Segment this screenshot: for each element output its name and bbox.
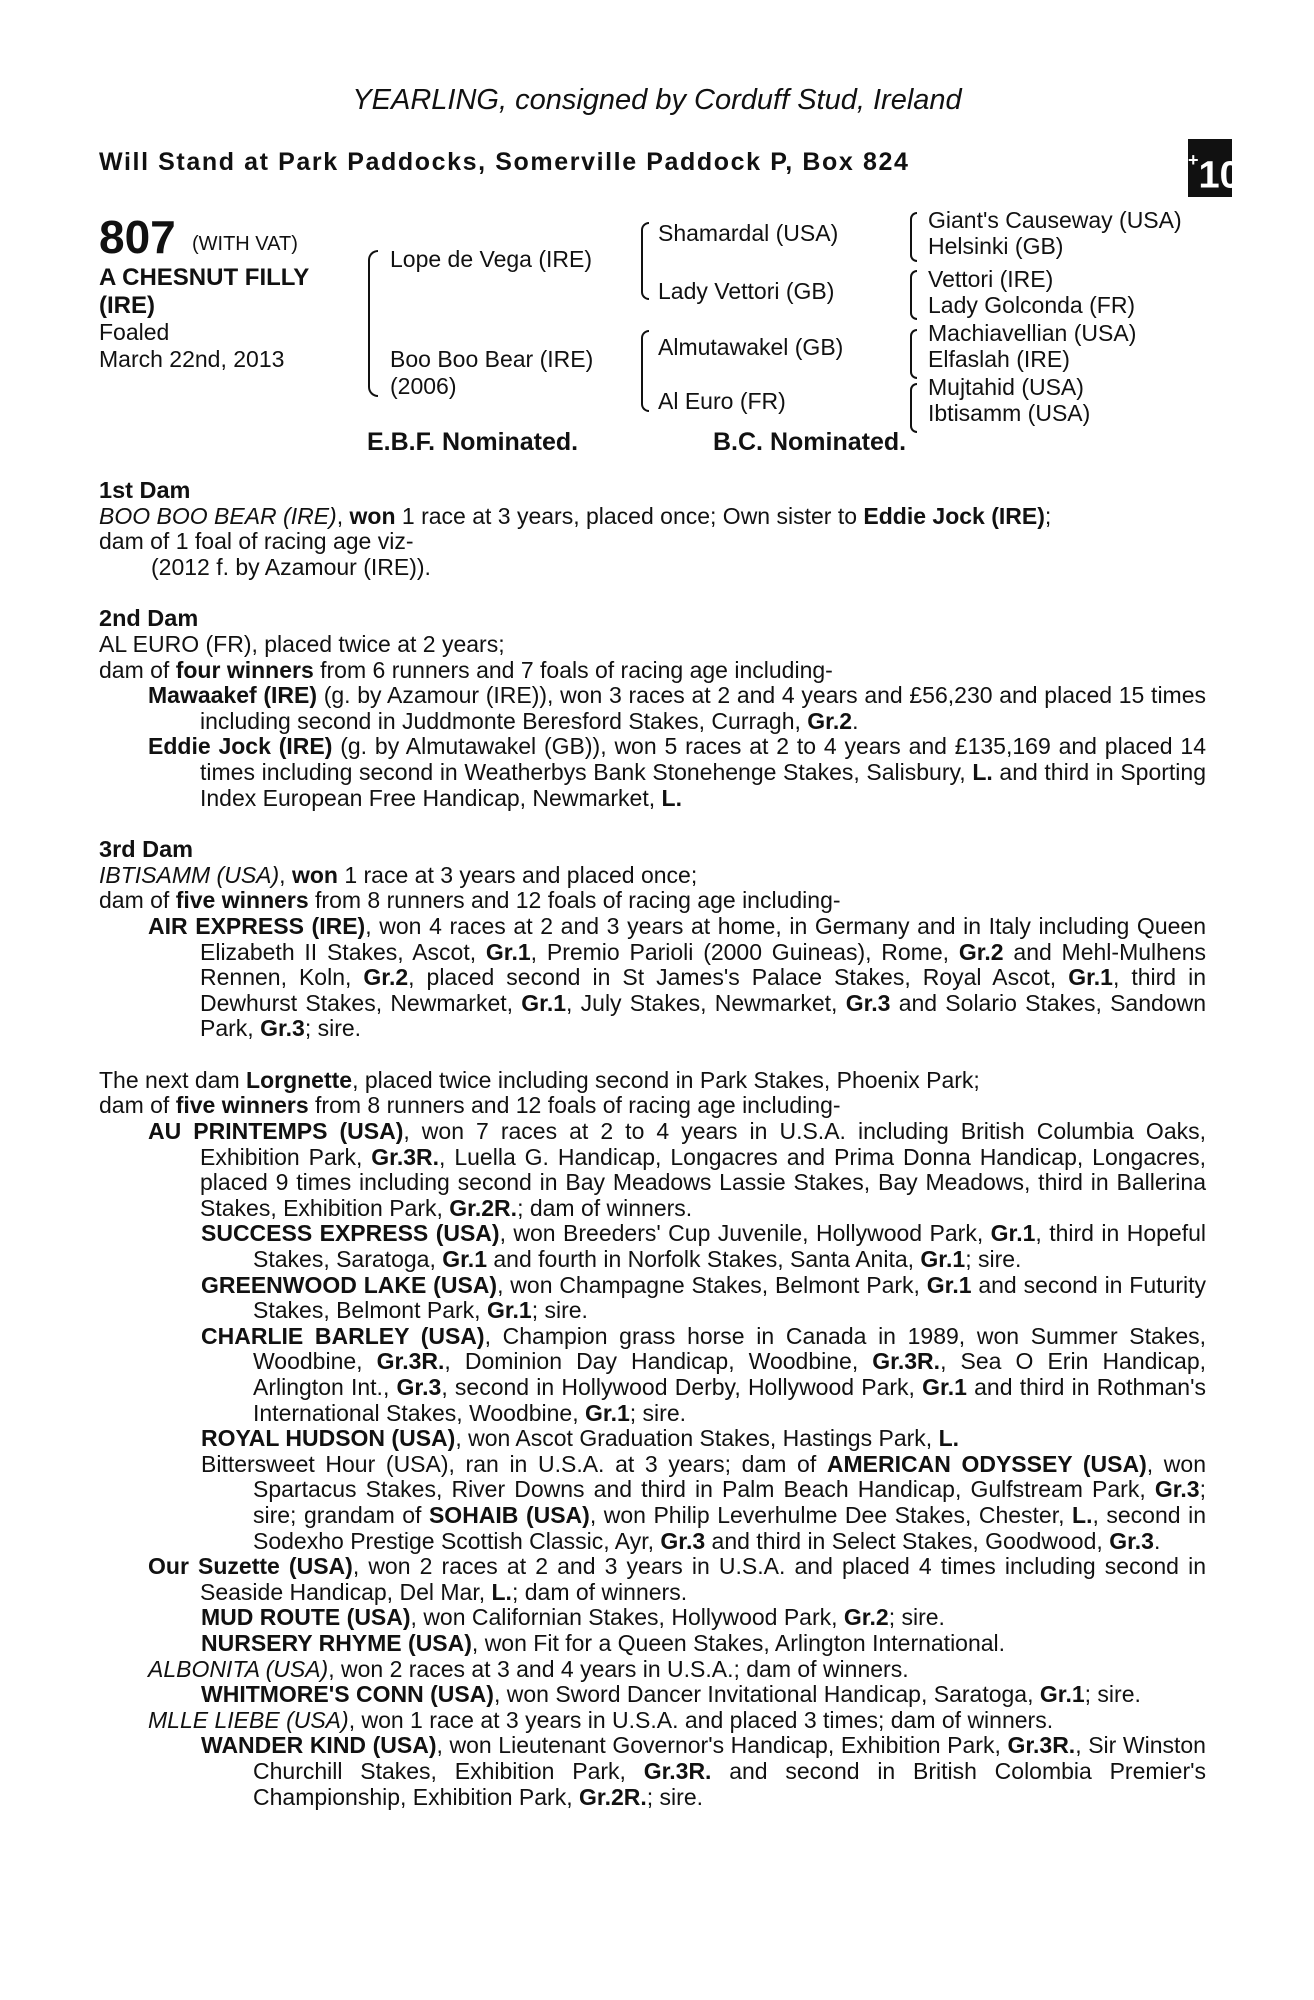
text: ; sire. [531, 1297, 588, 1324]
brace-g3 [910, 329, 917, 379]
ped-sire-dam: Lady Vettori (GB) [658, 278, 835, 304]
text: from 8 runners and 12 foals of racing age including- [308, 887, 841, 914]
dam3-line1: IBTISAMM (USA), won 1 race at 3 years and placed once; [99, 861, 698, 888]
horse-name: WHITMORE'S CONN (USA) [201, 1681, 494, 1708]
text: , won 1 race at 3 years in U.S.A. and placed 3 times; dam of winners. [348, 1706, 1054, 1733]
text: , third in Hopeful Stakes, Saratoga, [253, 1220, 1206, 1273]
next-line1 [99, 1068, 1206, 1094]
progeny-entry [99, 1426, 1206, 1452]
text: , won Fit for a Queen Stakes, Arlington International. [471, 1629, 1006, 1656]
text: from 6 runners and 7 foals of racing age including- [313, 656, 833, 683]
horse-name: Eddie Jock (IRE) [863, 502, 1045, 529]
text: , Sea O Erin Handicap, Arlington Int., [253, 1348, 1207, 1400]
text: ; sire. [965, 1246, 1022, 1273]
ped-g7: Mujtahid (USA) [928, 374, 1084, 400]
grade: Gr.1 [521, 989, 567, 1016]
text: ; sire. [629, 1399, 687, 1426]
foaled-date: March 22nd, 2013 [99, 346, 285, 372]
ped-dam-sire: Almutawakel (GB) [658, 334, 844, 360]
section-heading: 1st Dam [99, 477, 191, 503]
brace-g4 [910, 383, 917, 433]
grade: Gr.1 [485, 938, 531, 965]
grade: Gr.3R. [376, 1348, 445, 1375]
text: , Premio Parioli (2000 Guineas), Rome, [530, 938, 959, 965]
horse-name: MUD ROUTE (USA) [201, 1604, 411, 1631]
text: , Champion grass horse in Canada in 1989, won Summer Stakes, Woodbine, [253, 1322, 1206, 1375]
grade: Gr.1 [486, 1297, 532, 1324]
text: , won 4 races at 2 and 3 years at home, in Germany and in Italy including Queen Elizabeth II Stakes, Ascot, [200, 912, 1206, 965]
text: dam of [99, 887, 176, 914]
text: dam of [99, 1092, 176, 1119]
grade: Gr.2 [843, 1604, 889, 1631]
grade: L. [661, 784, 682, 811]
consignor-line: YEARLING, consigned by Corduff Stud, Ireland [352, 84, 962, 116]
progeny-entry [99, 1605, 1206, 1631]
foaled-label: Foaled [99, 319, 170, 345]
won-label: won [349, 502, 396, 529]
horse-name: NURSERY RHYME (USA) [201, 1629, 472, 1656]
horse-name: AU PRINTEMPS (USA) [148, 1118, 404, 1145]
ebf-nominated: E.B.F. Nominated. [367, 428, 579, 456]
horse-name: GREENWOOD LAKE (USA) [201, 1271, 498, 1298]
grade: Gr.1 [990, 1220, 1036, 1247]
text: , second in Hollywood Derby, Hollywood Park, [441, 1374, 923, 1400]
grade: Gr.3R. [872, 1348, 941, 1375]
progeny-entry [99, 1733, 1206, 1810]
grade: Gr.1 [1068, 964, 1113, 991]
vat-note: (WITH VAT) [192, 233, 298, 255]
text: , placed second in St James's Palace Stakes, Royal Ascot, [408, 964, 1069, 991]
section-heading: 2nd Dam [99, 605, 199, 632]
horse-name: ROYAL HUDSON (USA) [201, 1425, 456, 1452]
section-heading: 3rd Dam [99, 836, 194, 863]
dam1-foal: (2012 f. by Azamour (IRE)). [151, 553, 431, 580]
ped-sire-sire: Shamardal (USA) [658, 220, 839, 246]
text: dam of [99, 656, 176, 683]
grade: Gr.2R. [579, 1783, 647, 1810]
stand-location: Will Stand at Park Paddocks, Somerville Paddock P, Box 824 [99, 148, 910, 176]
text: , Dominion Day Handicap, Woodbine, [444, 1348, 873, 1375]
winners-count: five winners [175, 887, 309, 914]
text: , won Lieutenant Governor's Handicap, Exhibition Park, [436, 1732, 1008, 1759]
text: , placed twice including second in Park Stakes, Phoenix Park; [352, 1066, 980, 1093]
grade: Gr.2 [363, 964, 409, 991]
dam1-line2: dam of 1 foal of racing age viz- [99, 528, 414, 555]
text: . [1153, 1527, 1161, 1554]
text: The next dam [99, 1066, 247, 1093]
won-label: won [291, 861, 338, 888]
text: , third in Dewhurst Stakes, Newmarket, [200, 964, 1206, 1016]
text: and Solario Stakes, Sandown Park, [200, 989, 1206, 1042]
winners-count: five winners [175, 1092, 309, 1119]
grade: Gr.2 [958, 938, 1004, 965]
text: and third in Sporting Index European Free Handicap, Newmarket, [200, 758, 1206, 811]
dam-name: BOO BOO BEAR (IRE) [99, 502, 337, 529]
horse-name: CHARLIE BARLEY (USA) [201, 1322, 485, 1349]
grade: Gr.3 [260, 1015, 305, 1042]
text: (g. by Azamour (IRE)), won 3 races at 2 and 4 years and £56,230 and placed 15 times including second in Juddmonte Beresford Stakes, Curragh, [200, 682, 1207, 734]
dam-name: IBTISAMM (USA) [99, 861, 280, 888]
text: , second in Sodexho Prestige Scottish Classic, Ayr, [253, 1501, 1206, 1554]
text: , won Sword Dancer Invitational Handicap, Saratoga, [493, 1681, 1040, 1708]
brace-sire-dam [368, 250, 378, 397]
foaled-info [99, 319, 359, 373]
horse-name: Our Suzette (USA) [148, 1553, 353, 1580]
horse-name: AIR EXPRESS (IRE) [148, 912, 366, 939]
dam3-line2 [99, 888, 1206, 914]
horse-name: AMERICAN ODYSSEY (USA) [826, 1450, 1147, 1477]
ped-g6: Elfaslah (IRE) [928, 346, 1070, 372]
text: and third in Rothman's International Stakes, Woodbine, [253, 1374, 1206, 1426]
ped-g4: Lady Golconda (FR) [928, 292, 1136, 318]
ped-g1: Giant's Causeway (USA) [928, 207, 1182, 233]
ped-dam: Boo Boo Bear (IRE) [390, 346, 594, 372]
brace-g1 [910, 212, 917, 262]
progeny-entry [99, 1631, 1206, 1657]
ped-g2: Helsinki (GB) [928, 233, 1064, 259]
grade: Gr.2 [807, 707, 853, 734]
horse-name: WANDER KIND (USA) [201, 1732, 437, 1759]
grade: Gr.3 [1154, 1476, 1200, 1503]
section-3rd-dam [99, 837, 1206, 1042]
horse-name: Eddie Jock (IRE) [148, 733, 333, 760]
section-next-dam [99, 1068, 1206, 1810]
grade: Gr.1 [1039, 1681, 1085, 1708]
grade: Gr.1 [922, 1374, 967, 1400]
text: ; sire; grandam of [253, 1476, 1206, 1528]
text: , won Champagne Stakes, Belmont Park, [497, 1271, 927, 1298]
bc-nominated: B.C. Nominated. [713, 428, 907, 456]
grade: Gr.1 [442, 1246, 487, 1273]
grade: L. [1072, 1501, 1093, 1528]
text: ; sire. [888, 1604, 945, 1631]
text: , won 2 races at 2 and 3 years in U.S.A. and placed 4 times including second in Seaside Handicap, Del Mar, [200, 1553, 1206, 1605]
lot-badge [1188, 139, 1241, 197]
text: , won Philip Leverhulme Dee Stakes, Chester, [589, 1501, 1073, 1528]
dam2-line1: AL EURO (FR), placed twice at 2 years; [99, 630, 505, 657]
progeny-entry [99, 1324, 1206, 1426]
badge-plus: + [1188, 150, 1199, 170]
dam-name: ALBONITA (USA) [148, 1655, 329, 1682]
text: , won Spartacus Stakes, River Downs and third in Palm Beach Handicap, Gulfstream Park, [253, 1450, 1206, 1503]
text: ; sire. [304, 1015, 362, 1042]
text: and third in Select Stakes, Goodwood, [705, 1527, 1110, 1554]
next-line2 [99, 1093, 1206, 1119]
grade: Gr.1 [926, 1271, 972, 1298]
progeny-entry [99, 1554, 1206, 1605]
badge-number: 10 [1198, 154, 1241, 197]
ped-sire: Lope de Vega (IRE) [390, 246, 593, 272]
grade: Gr.3 [845, 989, 891, 1016]
progeny-entry [99, 1708, 1206, 1734]
text: Bittersweet Hour (USA), ran in U.S.A. at 3 years; dam of [201, 1450, 827, 1477]
grade: Gr.1 [920, 1246, 966, 1273]
brace-dam-parents [641, 330, 649, 412]
text: ; dam of winners. [517, 1194, 693, 1221]
section-2nd-dam [99, 606, 1206, 811]
ped-g5: Machiavellian (USA) [928, 320, 1137, 346]
progeny-entry [99, 1452, 1206, 1554]
text: , won Breeders' Cup Juvenile, Hollywood Park, [499, 1220, 991, 1247]
dam1-line: BOO BOO BEAR (IRE), won 1 race at 3 years, placed once; Own sister to Eddie Jock (IRE); [99, 502, 1052, 529]
text: , Sir Winston Churchill Stakes, Exhibition Park, [253, 1732, 1206, 1784]
grade: L. [972, 758, 993, 785]
text: and second in British Colombia Premier's Championship, Exhibition Park, [253, 1757, 1206, 1810]
text: , won 7 races at 2 to 4 years in U.S.A. including British Columbia Oaks, Exhibition Park, [200, 1118, 1206, 1170]
text: ; sire. [1084, 1681, 1141, 1708]
progeny-entry [99, 914, 1206, 1042]
progeny-entry [99, 1221, 1206, 1272]
text: , won Ascot Graduation Stakes, Hastings Park, [455, 1425, 939, 1452]
dam-name: Lorgnette [246, 1066, 353, 1093]
catalogue-body [99, 478, 1206, 1810]
progeny-entry [99, 1119, 1206, 1221]
progeny-entry [99, 1682, 1206, 1708]
grade: Gr.3R. [1007, 1732, 1076, 1759]
brace-sire-parents [641, 222, 649, 300]
horse-name: Mawaakef (IRE) [148, 682, 318, 709]
grade: Gr.3R. [643, 1757, 712, 1784]
text: , won 2 races at 3 and 4 years in U.S.A.; dam of winners. [328, 1655, 909, 1682]
progeny-entry [99, 1273, 1206, 1324]
grade: L. [938, 1425, 960, 1452]
progeny-entry [99, 1657, 1206, 1683]
section-1st-dam [99, 478, 1206, 580]
dam2-line2 [99, 658, 1206, 684]
text: , Luella G. Handicap, Longacres and Prima Donna Handicap, Longacres, placed 9 times including second in Bay Meadows Lassie Stakes, Bay Meadows, third in Ballerina Stakes, Exhibition Park, [200, 1143, 1206, 1221]
horse-description [99, 264, 369, 320]
horse-title-2: (IRE) [99, 292, 155, 319]
grade: Gr.3 [1109, 1527, 1154, 1554]
text: 1 race at 3 years, placed once; Own sister to [395, 502, 864, 529]
horse-name: SUCCESS EXPRESS (USA) [201, 1220, 500, 1247]
progeny-entry [99, 734, 1206, 811]
text: and fourth in Norfolk Stakes, Santa Anita, [487, 1246, 921, 1273]
lot-number: 807 [99, 211, 176, 263]
winners-count: four winners [175, 656, 314, 683]
ped-dam-year: (2006) [390, 373, 457, 399]
text: ; sire. [646, 1783, 703, 1810]
text: ; dam of winners. [511, 1578, 688, 1605]
text: 1 race at 3 years and placed once; [337, 861, 698, 888]
brace-g2 [910, 270, 917, 320]
ped-g8: Ibtisamm (USA) [928, 400, 1091, 426]
grade: L. [491, 1578, 512, 1605]
progeny-entry: Mawaakef (IRE) (g. by Azamour (IRE)), won 3 races at 2 and 4 years and £56,230 and placed 15 times including second in Juddmonte Beresford Stakes, Curragh, Gr.2. [148, 682, 1207, 734]
horse-name: SOHAIB (USA) [428, 1501, 590, 1528]
text: ; [1044, 502, 1052, 529]
text: and second in Futurity Stakes, Belmont Park, [253, 1271, 1206, 1324]
grade: Gr.1 [585, 1399, 630, 1426]
horse-title-1: A CHESNUT FILLY [99, 264, 310, 291]
ped-dam-dam: Al Euro (FR) [658, 388, 786, 414]
text: (g. by Almutawakel (GB)), won 5 races at 2 to 4 years and £135,169 and placed 14 times including second in Weatherbys Bank Stonehenge Stakes, Salisbury, [200, 733, 1206, 785]
dam-name: MLLE LIEBE (USA) [148, 1706, 349, 1733]
text: and Mehl-Mulhens Rennen, Koln, [200, 938, 1207, 991]
grade: Gr.3R. [371, 1143, 440, 1170]
text: , July Stakes, Newmarket, [566, 989, 846, 1016]
text: from 8 runners and 12 foals of racing age including- [308, 1092, 841, 1119]
grade: Gr.2R. [449, 1194, 518, 1221]
grade: Gr.3 [396, 1374, 442, 1400]
ped-g3: Vettori (IRE) [928, 266, 1054, 292]
grade: Gr.3 [660, 1527, 706, 1554]
text: , won Californian Stakes, Hollywood Park, [410, 1604, 844, 1631]
